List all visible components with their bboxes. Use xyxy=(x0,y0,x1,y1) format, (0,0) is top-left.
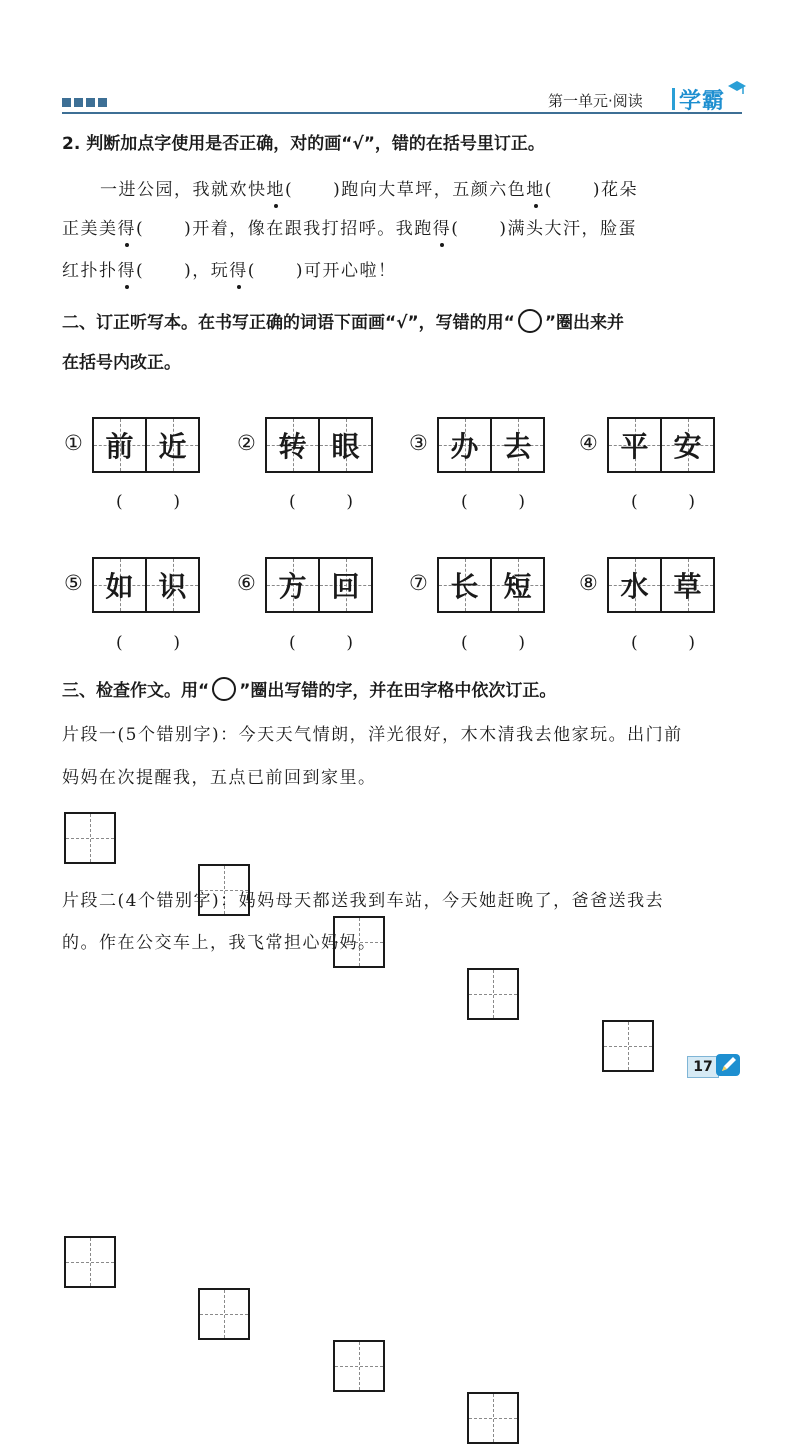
char-cell xyxy=(439,559,490,611)
passage-text: )可开心啦！ xyxy=(295,261,397,281)
char: 如 xyxy=(105,570,134,603)
char: 安 xyxy=(673,430,702,463)
word-box xyxy=(265,417,373,473)
dotted-char: 得 xyxy=(432,219,452,239)
char: 平 xyxy=(620,430,649,463)
header-rule xyxy=(62,112,742,114)
char-cell xyxy=(609,419,660,471)
answer-parentheses[interactable]: ( ) xyxy=(461,492,525,512)
heading-text: ”圈出来并 xyxy=(544,313,625,333)
char: 方 xyxy=(278,570,307,603)
char-cell xyxy=(267,419,318,471)
tian-grid-cell[interactable] xyxy=(64,1236,116,1288)
char-cell xyxy=(609,559,660,611)
passage-line-3 xyxy=(62,260,397,282)
tian-grid-cell[interactable] xyxy=(602,1020,654,1072)
item-number: ⑤ xyxy=(64,571,83,595)
dotted-char: 地 xyxy=(266,180,285,200)
item-number: ⑥ xyxy=(237,571,256,595)
char-cell xyxy=(94,419,145,471)
word-box xyxy=(92,557,200,613)
passage-line-2 xyxy=(62,218,637,240)
char: 近 xyxy=(158,430,187,463)
char-cell xyxy=(145,419,198,471)
header-square xyxy=(86,98,95,107)
passage-text: 正美美 xyxy=(62,219,118,239)
answer-parentheses[interactable]: ( ) xyxy=(116,492,180,512)
answer-paren-open: ( xyxy=(285,180,294,200)
answer-paren-open: ( xyxy=(136,261,145,281)
word-box xyxy=(437,557,545,613)
passage-line-1 xyxy=(100,179,638,201)
tian-grid-cell[interactable] xyxy=(467,1392,519,1444)
char: 办 xyxy=(450,430,479,463)
word-box xyxy=(607,557,715,613)
char-cell xyxy=(660,419,713,471)
word-box xyxy=(265,557,373,613)
fragment-1-line-2: 妈妈在次提醒我，五点已前回到家里。 xyxy=(62,768,377,788)
char-cell xyxy=(490,559,543,611)
char-cell xyxy=(660,559,713,611)
char-cell xyxy=(490,419,543,471)
passage-text: )满头大汗，脸蛋 xyxy=(499,219,638,239)
word-box xyxy=(92,417,200,473)
passage-text: 一进公园，我就欢快 xyxy=(100,180,267,200)
passage-text: )花朵 xyxy=(592,180,639,200)
fragment-2-line-2: 的。作在公交车上，我飞常担心妈妈。 xyxy=(62,933,377,953)
heading-text: 三、检查作文。用“ xyxy=(62,681,210,701)
item-number: ⑦ xyxy=(409,571,428,595)
answer-parentheses[interactable]: ( ) xyxy=(631,633,695,653)
item-number: ③ xyxy=(409,431,428,455)
passage-text: 红扑扑 xyxy=(62,261,118,281)
char-cell xyxy=(145,559,198,611)
question-2-prompt: 2. 判断加点字使用是否正确，对的画“√”，错的在括号里订正。 xyxy=(62,134,545,154)
char: 长 xyxy=(450,570,479,603)
item-number: ① xyxy=(64,431,83,455)
char: 转 xyxy=(278,430,307,463)
fragment-2-line-1: 片段二(4个错别字)：妈妈母天都送我到车站，今天她赶晚了，爸爸送我去 xyxy=(62,891,665,911)
dotted-char: 得 xyxy=(117,261,136,281)
circle-icon xyxy=(518,309,542,333)
char: 去 xyxy=(503,430,532,463)
item-number: ⑧ xyxy=(579,571,598,595)
answer-paren-open: ( xyxy=(544,180,553,200)
char-cell xyxy=(267,559,318,611)
tian-grid-cell[interactable] xyxy=(198,1288,250,1340)
tian-grid-cell[interactable] xyxy=(467,968,519,1020)
answer-parentheses[interactable]: ( ) xyxy=(461,633,525,653)
dotted-char: 得 xyxy=(229,261,248,281)
heading-text: 二、订正听写本。在书写正确的词语下面画“√”，写错的用“ xyxy=(62,313,515,333)
graduation-cap-icon xyxy=(727,80,747,100)
char: 前 xyxy=(105,430,134,463)
word-box xyxy=(607,417,715,473)
word-box xyxy=(437,417,545,473)
section-title: 第一单元·阅读 xyxy=(548,92,643,110)
section-2-heading-cont: 在括号内改正。 xyxy=(62,353,181,373)
section-3-heading xyxy=(62,677,556,702)
header-square xyxy=(74,98,83,107)
char: 眼 xyxy=(331,430,360,463)
fragment-1-line-1: 片段一(5个错别字)：今天天气情朗，洋光很好，木木清我去他家玩。出门前 xyxy=(62,725,683,745)
header-decoration xyxy=(62,98,107,107)
answer-parentheses[interactable]: ( ) xyxy=(116,633,180,653)
tian-grid-cell[interactable] xyxy=(64,812,116,864)
header-square xyxy=(98,98,107,107)
tian-grid-cell[interactable] xyxy=(333,1340,385,1392)
char-cell xyxy=(318,559,371,611)
answer-parentheses[interactable]: ( ) xyxy=(289,492,353,512)
dotted-char: 地 xyxy=(526,180,545,200)
char-cell xyxy=(439,419,490,471)
char: 水 xyxy=(620,570,649,603)
page-number: 17 xyxy=(687,1056,719,1078)
pencil-icon xyxy=(716,1052,742,1082)
char: 草 xyxy=(673,570,702,603)
char-cell xyxy=(94,559,145,611)
char-cell xyxy=(318,419,371,471)
item-number: ② xyxy=(237,431,256,455)
circle-icon xyxy=(212,677,236,701)
passage-text: )，玩 xyxy=(184,261,230,281)
answer-paren-open: ( xyxy=(247,261,256,281)
answer-parentheses[interactable]: ( ) xyxy=(631,492,695,512)
brand-logo: 学霸 xyxy=(679,89,726,114)
passage-text: )跑向大草坪，五颜六色 xyxy=(333,180,527,200)
passage-text: )开着，像在跟我打招呼。我跑 xyxy=(184,219,433,239)
answer-parentheses[interactable]: ( ) xyxy=(289,633,353,653)
section-2-heading xyxy=(62,309,624,334)
answer-paren-open: ( xyxy=(451,219,460,239)
item-number: ④ xyxy=(579,431,598,455)
char: 识 xyxy=(158,570,187,603)
char: 回 xyxy=(331,570,360,603)
answer-paren-open: ( xyxy=(136,219,145,239)
dotted-char: 得 xyxy=(117,219,136,239)
header-square xyxy=(62,98,71,107)
heading-text: ”圈出写错的字，并在田字格中依次订正。 xyxy=(239,681,557,701)
header-separator xyxy=(672,88,675,110)
char: 短 xyxy=(503,570,532,603)
